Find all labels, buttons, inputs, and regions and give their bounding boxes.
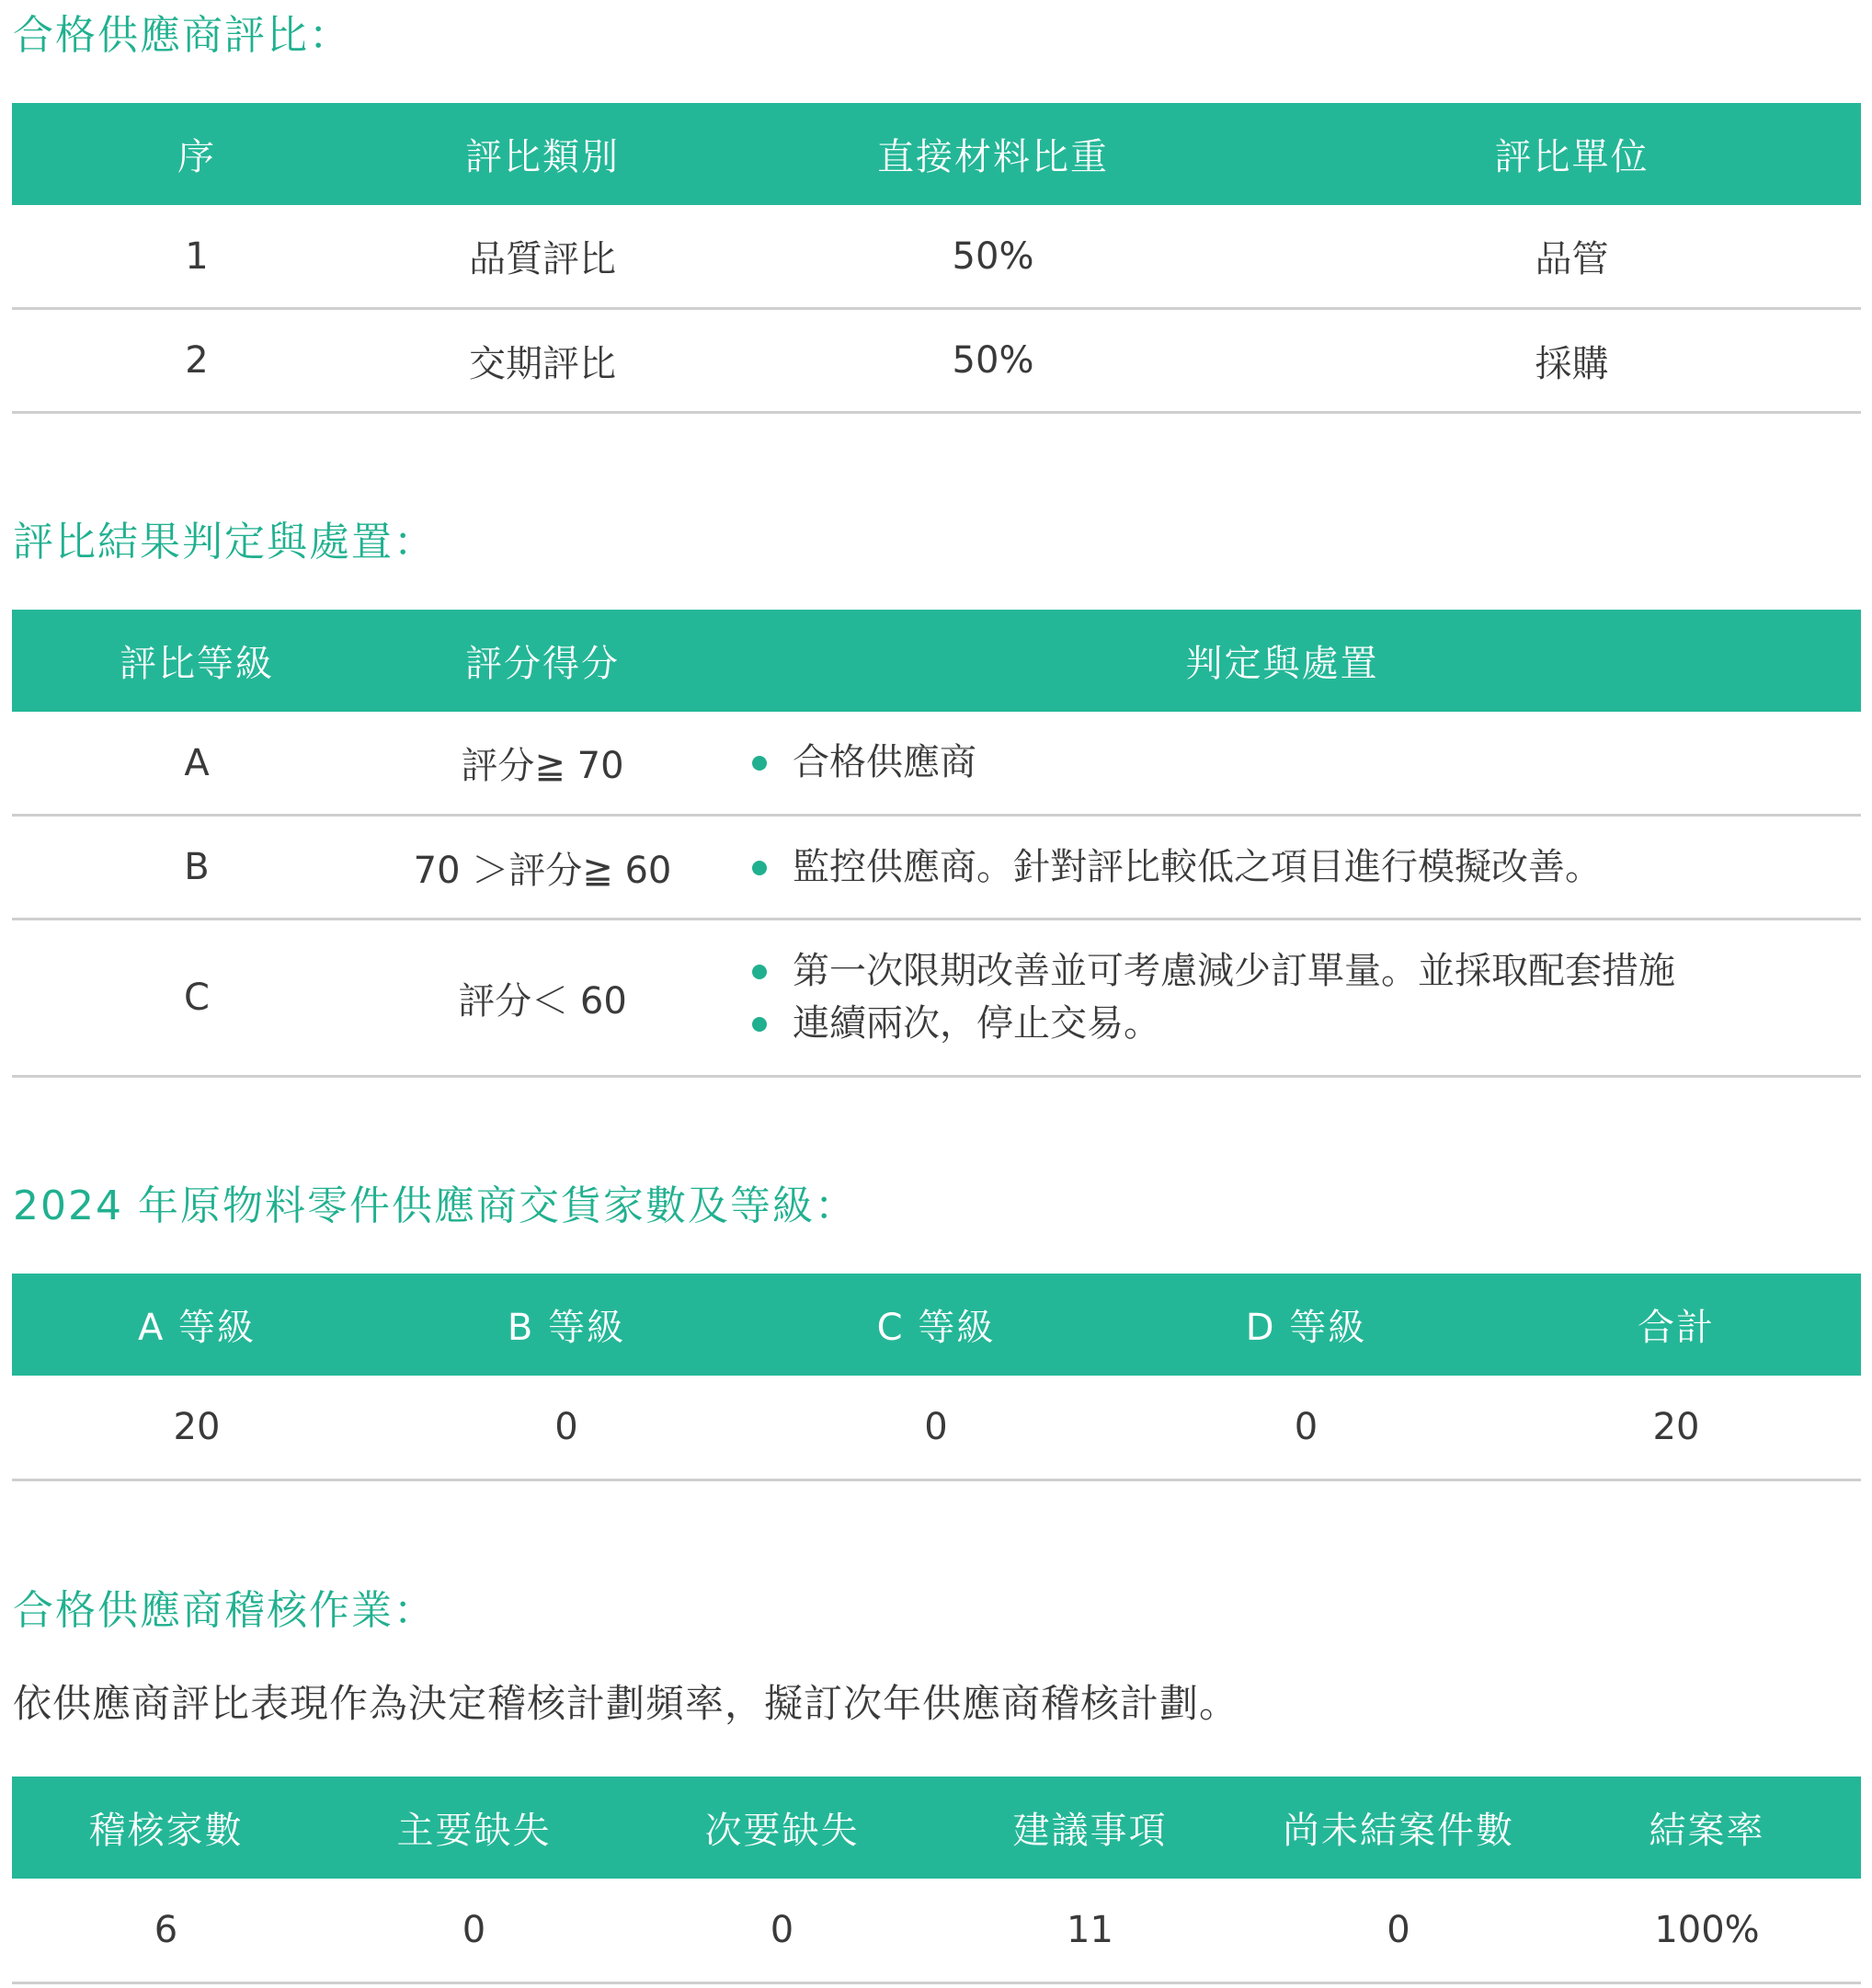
cell-value: 0 bbox=[770, 1909, 794, 1951]
cell-value: 0 bbox=[554, 1406, 578, 1448]
supplier-grade-count-table bbox=[12, 1274, 1861, 1481]
bullet-dot-icon bbox=[752, 861, 767, 875]
header-cell: 評比等級 bbox=[120, 643, 274, 685]
table-header bbox=[12, 1777, 1861, 1879]
header-cell: A 等級 bbox=[137, 1307, 257, 1349]
cell-unit: 採購 bbox=[1535, 342, 1609, 385]
table-row bbox=[12, 920, 1861, 1078]
bullet-item: 連續兩次，停止交易。 bbox=[752, 998, 1861, 1050]
cell-value: 20 bbox=[1652, 1406, 1700, 1448]
cell-weight: 50% bbox=[952, 234, 1034, 278]
table-row bbox=[12, 205, 1861, 310]
cell-seq: 2 bbox=[185, 339, 209, 382]
header-cell: C 等級 bbox=[876, 1307, 996, 1349]
table-header bbox=[12, 610, 1861, 712]
cell-seq: 1 bbox=[185, 234, 209, 278]
cell-value: 11 bbox=[1067, 1909, 1113, 1951]
table-header bbox=[12, 1274, 1861, 1376]
cell-value: 100% bbox=[1654, 1909, 1760, 1951]
result-disposition-table bbox=[12, 610, 1861, 1078]
cell-category: 交期評比 bbox=[469, 342, 616, 385]
header-cell: 尚未結案件數 bbox=[1283, 1810, 1514, 1852]
cell-unit: 品管 bbox=[1535, 238, 1609, 280]
header-cell: 評比類別 bbox=[465, 136, 620, 178]
table-row bbox=[12, 712, 1861, 817]
cell-score: 評分＜ 60 bbox=[458, 979, 627, 1023]
bullet-dot-icon bbox=[752, 1017, 767, 1032]
bullet-item: 合格供應商 bbox=[752, 737, 1861, 789]
cell-grade: C bbox=[184, 977, 210, 1019]
header-cell: 結案率 bbox=[1649, 1810, 1765, 1852]
cell-weight: 50% bbox=[952, 339, 1034, 382]
cell-actions bbox=[752, 737, 1861, 789]
section-title-result-disposition: 評比結果判定與處置： bbox=[13, 519, 436, 566]
evaluation-weight-table bbox=[12, 103, 1861, 414]
table-header bbox=[12, 103, 1861, 205]
cell-value: 0 bbox=[1387, 1909, 1410, 1951]
section-title-qualified-supplier-evaluation: 合格供應商評比： bbox=[13, 12, 351, 59]
header-cell: 直接材料比重 bbox=[877, 136, 1109, 178]
section-title-supplier-audit: 合格供應商稽核作業： bbox=[13, 1587, 436, 1634]
header-cell: 合計 bbox=[1638, 1307, 1715, 1349]
table-row bbox=[12, 1879, 1861, 1984]
header-cell: 判定與處置 bbox=[1185, 643, 1379, 685]
header-cell: B 等級 bbox=[507, 1307, 626, 1349]
table-row bbox=[12, 817, 1861, 920]
header-cell: 主要缺失 bbox=[396, 1810, 552, 1852]
table-row bbox=[12, 310, 1861, 414]
cell-value: 0 bbox=[462, 1909, 486, 1951]
header-cell: 次要缺失 bbox=[704, 1810, 860, 1852]
audit-results-table bbox=[12, 1777, 1861, 1984]
bullet-dot-icon bbox=[752, 965, 767, 979]
cell-actions bbox=[752, 841, 1861, 894]
cell-actions bbox=[752, 945, 1861, 1050]
cell-value: 20 bbox=[173, 1406, 221, 1448]
audit-description: 依供應商評比表現作為決定稽核計劃頻率，擬訂次年供應商稽核計劃。 bbox=[13, 1681, 1239, 1726]
header-cell: 評分得分 bbox=[465, 643, 620, 685]
cell-value: 6 bbox=[154, 1909, 178, 1951]
header-cell: 序 bbox=[177, 136, 216, 178]
bullet-item: 監控供應商。針對評比較低之項目進行模擬改善。 bbox=[752, 841, 1861, 894]
bullet-dot-icon bbox=[752, 756, 767, 771]
section-title-supplier-grades-2024: 2024 年原物料零件供應商交貨家數及等級： bbox=[13, 1183, 857, 1229]
header-cell: 稽核家數 bbox=[88, 1810, 244, 1852]
cell-value: 0 bbox=[924, 1406, 948, 1448]
cell-grade: A bbox=[184, 741, 210, 784]
header-cell: 評比單位 bbox=[1494, 136, 1649, 178]
cell-category: 品質評比 bbox=[469, 238, 616, 280]
cell-value: 0 bbox=[1294, 1406, 1318, 1448]
table-row bbox=[12, 1376, 1861, 1481]
cell-grade: B bbox=[184, 846, 210, 888]
cell-score: 70 ＞評分≧ 60 bbox=[413, 849, 672, 892]
cell-score: 評分≧ 70 bbox=[461, 745, 624, 787]
bullet-item: 第一次限期改善並可考慮減少訂單量。並採取配套措施 bbox=[752, 945, 1861, 998]
header-cell: D 等級 bbox=[1245, 1307, 1367, 1349]
header-cell: 建議事項 bbox=[1012, 1810, 1168, 1852]
